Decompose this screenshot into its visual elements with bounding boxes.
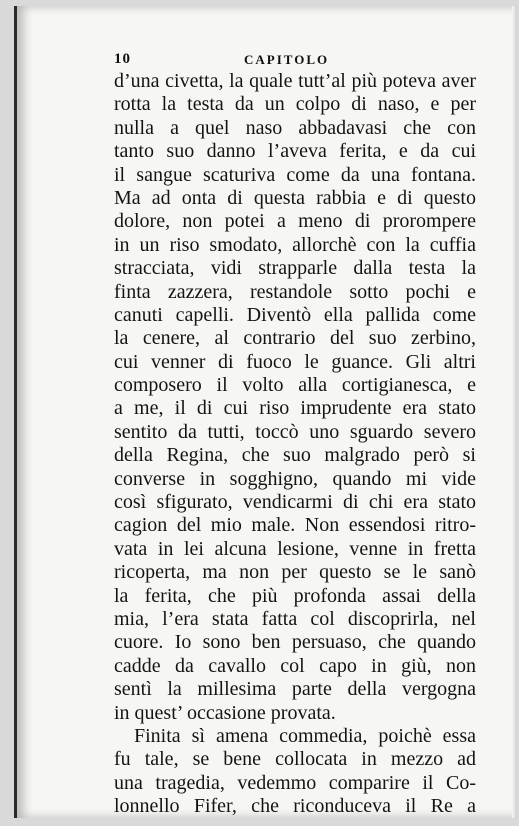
text-line: fu tale, se bene collocata in mezzo ad (114, 748, 476, 771)
text-line: Finita sì amena commedia, poichè essa (134, 724, 476, 747)
text-line: a me, il di cui riso imprudente era stato (114, 397, 476, 420)
text-line: lonnello Fifer, che riconduceva il Re a (114, 795, 476, 818)
text-line: d’una civetta, la quale tutt’al più poteva aver (114, 70, 476, 92)
text-line: sentito da tutti, toccò uno sguardo severo (114, 420, 476, 443)
text-line: la ferita, che più profonda assai della (114, 584, 476, 607)
text-line: tanto suo danno l’aveva ferita, e da cui (114, 140, 476, 163)
page-header (114, 51, 474, 71)
text-line: cuore. Io sono ben persuaso, che quando (114, 631, 476, 654)
text-line: della Regina, che suo malgrado però si (114, 444, 476, 467)
text-line: vata in lei alcuna lesione, venne in fretta (114, 537, 476, 560)
text-line: cadde da cavallo col capo in giù, non (114, 654, 476, 677)
text-line: cagion del mio male. Non essendosi ritro- (114, 514, 476, 537)
book-page (14, 6, 517, 818)
text-line: finta zazzera, restandole sotto pochi e (114, 280, 476, 303)
text-line: in un riso smodato, allorchè con la cuffia (114, 233, 476, 256)
text-line: converse in sogghigno, quando mi vide (114, 467, 476, 490)
text-line: una tragedia, vedemmo comparire il Co- (114, 771, 476, 794)
page-number: 10 (114, 51, 131, 67)
text-line: nulla a quel naso abbadavasi che con (114, 116, 476, 139)
text-line: il sangue scaturiva come da una fontana. (114, 163, 476, 186)
text-line: cui venner di fuoco le guance. Gli altri (114, 350, 476, 373)
text-line: la cenere, al contrario del suo zerbino, (114, 327, 476, 350)
page-edge (512, 6, 517, 818)
text-line: dolore, non potei a meno di prorompere (114, 210, 476, 233)
text-line: ricoperta, ma non per questo se le sanò (114, 561, 476, 584)
text-line: sentì la millesima parte della vergogna (114, 678, 476, 701)
text-line: Ma ad onta di questa rabbia e di questo (114, 186, 476, 209)
running-head: CAPITOLO (244, 52, 330, 67)
text-line: in quest’ occasione provata. (114, 701, 336, 724)
text-line: stracciata, vidi strapparle dalla testa la (114, 257, 476, 280)
text-line: così sfigurato, vendicarmi di chi era stato (114, 491, 476, 514)
text-line: composero il volto alla cortigianesca, e (114, 374, 476, 397)
text-line: rotta la testa da un colpo di naso, e per (114, 93, 476, 116)
text-line: mia, l’era stata fatta col discoprirla, nel (114, 607, 476, 630)
text-line: canuti capelli. Diventò ella pallida come (114, 303, 476, 326)
body-text (114, 70, 476, 818)
